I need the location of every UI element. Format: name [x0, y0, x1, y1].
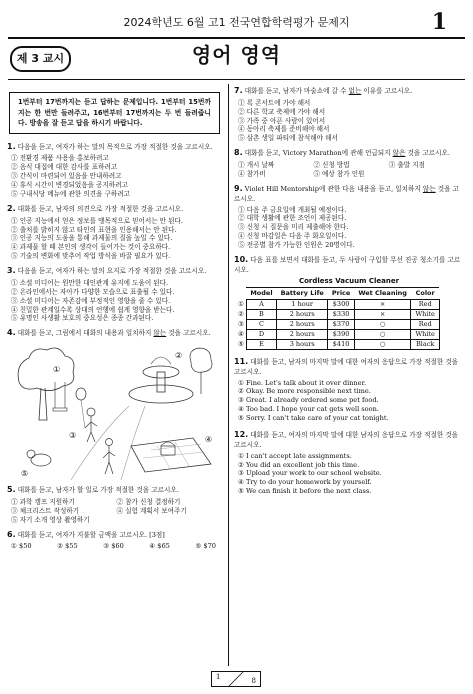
question-5 [7, 485, 222, 524]
question-text: 다음을 듣고, 여자가 하는 말의 목적으로 가장 적절한 것을 고르시오. [17, 142, 213, 151]
row-number: ① [238, 299, 244, 308]
question-number: 4. [7, 328, 16, 338]
option: ⑤ 자기 소개 영상 촬영하기 [11, 515, 90, 524]
option: ③ Upload your work to our school website. [238, 469, 382, 478]
question-9 [234, 184, 464, 250]
question-text: 대화를 듣고, 남자가 할 일로 가장 적절한 것을 고르시오. [17, 486, 179, 495]
question-text-tail: 것을 고르시오. [234, 184, 459, 203]
question-text: 대화를 듣고, 남자의 의견으로 가장 적절한 것을 고르시오. [17, 204, 184, 213]
question-10 [234, 255, 464, 350]
option: ① 다음 주 금요일에 개최될 예정이다. [238, 205, 347, 214]
option: ④ $65 [149, 542, 170, 551]
cell-battery: 1 hour [277, 299, 328, 309]
cell-wet: ○ [354, 329, 411, 339]
option: ⑤ 기술의 변화에 맞추어 작업 방식을 바꿀 필요가 있다. [11, 252, 171, 261]
question-number: 2. [7, 203, 16, 213]
park-illustration [11, 342, 218, 480]
cell-price: $410 [328, 339, 354, 349]
row-number: ② [238, 309, 244, 318]
option: ② 출처를 밝히지 않고 타인의 표현을 인용해서는 안 된다. [11, 225, 177, 234]
question-text: 대화를 듣고, 남자의 마지막 말에 대한 여자의 응답으로 가장 적절한 것을 고르시오. [234, 357, 459, 376]
tree-trunk [39, 388, 47, 420]
cell-model: A [246, 299, 276, 309]
swing-seat [53, 408, 67, 411]
column-header: Battery Life [277, 288, 328, 300]
question-number: 3. [7, 266, 16, 276]
option: ⑤ 유명인 사생활 보호의 중요성은 종종 간과된다. [11, 314, 154, 323]
column-header: Model [246, 288, 276, 300]
option: ③ 체크리스트 작성하기 [11, 506, 80, 515]
table-row [234, 309, 439, 319]
question-text: 다음 표를 보면서 대화를 듣고, 두 사람이 구입할 무선 진공 청소기를 고르시오. [234, 255, 461, 274]
option: ③ 출발 지점 [388, 161, 425, 170]
figure-marker-4: ④ [205, 435, 213, 445]
row-number: ⑤ [238, 339, 244, 348]
question-text: 대화를 듣고, 여자의 마지막 말에 대한 남자의 응답으로 가장 적절한 것을 고르시오. [234, 431, 459, 449]
option: ④ 실험 계획서 보여주기 [116, 506, 187, 515]
question-text: Violet Hill Mentorship에 관한 다음 내용을 듣고, 일치하지 [244, 184, 423, 193]
question-text: 대화를 듣고, 여자가 지불할 금액을 고르시오. [3점] [17, 530, 165, 539]
figure-marker-5: ⑤ [21, 469, 29, 479]
option: ② Okay. Be more responsible next time. [238, 387, 371, 396]
page-number: 1 [431, 9, 447, 35]
header-divider [8, 79, 465, 80]
option: ① 개시 날짜 [238, 161, 275, 170]
tree-canopy [18, 348, 74, 391]
question-text: 대화를 듣고, 남자가 마술쇼에 갈 수 [244, 87, 349, 95]
cell-battery: 2 hours [277, 309, 328, 319]
cell-price: $370 [328, 319, 354, 329]
option: ② 음식 대접에 대한 감사를 표하려고 [11, 163, 118, 172]
question-number: 11. [234, 356, 249, 366]
header-rule [8, 37, 465, 39]
table-row [234, 339, 439, 349]
row-number: ④ [238, 329, 244, 338]
listening-notice: 1번부터 17번까지는 듣고 답하는 문제입니다. 1번부터 15번까지는 한 번만 들려주고, 16번부터 17번까지는 두 번 들려줍니다. 방송을 잘 듣고 답을 하시기 바랍니다. [9, 92, 220, 134]
option: ① 인공 지능에서 얻은 정보를 맹목적으로 믿어서는 안 된다. [11, 216, 183, 225]
option: ④ 친밀한 관계일수록 상대의 언행에 쉽게 영향을 받는다. [11, 305, 175, 314]
vacuum-table [234, 287, 440, 350]
cell-wet: ○ [354, 339, 411, 349]
cell-model: B [246, 309, 276, 319]
option: ① 전환경 제품 사용을 홍보하려고 [11, 154, 109, 163]
cell-wet: ○ [354, 319, 411, 329]
question-text: 대화를 듣고, 그림에서 대화의 내용과 일치하지 [17, 329, 154, 338]
question-11 [234, 357, 464, 423]
cell-color: White [411, 309, 439, 319]
row-number: ③ [238, 319, 244, 328]
option: ① 소셜 미디어는 원만한 대인관계 유지에 도움이 된다. [11, 278, 169, 287]
question-number: 8. [234, 148, 243, 158]
option: ③ 신청 시 질문을 미리 제출해야 한다. [238, 223, 349, 232]
question-text-tail: 이유를 고르시오. [361, 87, 413, 95]
session-badge: 제 3 교시 [10, 46, 71, 72]
option: ① 록 콘서트에 가야 해서 [238, 98, 311, 107]
question-number: 1. [7, 141, 16, 151]
question-12 [234, 430, 464, 496]
right-column [234, 86, 464, 501]
option: ④ 참가비 [238, 169, 266, 178]
option: ⑤ 구내식당 메뉴에 관한 의견을 구하려고 [11, 189, 130, 198]
question-text-tail: 것을 고르시오. [166, 329, 211, 338]
cell-model: E [246, 339, 276, 349]
cell-battery: 3 hours [277, 339, 328, 349]
table-row [234, 319, 439, 329]
option: ① 과학 캠프 지원하기 [11, 497, 75, 506]
question-number: 12. [234, 430, 249, 439]
question-number: 5. [7, 485, 16, 495]
page-header-title: 2024학년도 6월 고1 전국연합학력평가 문제지 [123, 16, 350, 29]
underlined-word: 없는 [348, 87, 362, 95]
fountain-basin [129, 385, 193, 403]
option: ② 신청 방법 [313, 161, 350, 170]
option: ① Fine. Let's talk about it over dinner. [238, 378, 367, 387]
subject-title: 영어 영역 [191, 43, 282, 67]
table-row [234, 329, 439, 339]
page-indicator [211, 671, 261, 687]
cell-battery: 2 hours [277, 319, 328, 329]
balloon [76, 388, 86, 400]
cell-color: Red [411, 319, 439, 329]
option: ① $50 [11, 542, 32, 551]
cell-color: Black [411, 339, 439, 349]
left-column [7, 86, 222, 556]
option: ⑤ We can finish it before the next class. [238, 487, 372, 496]
question-text: 다음을 듣고, 여자가 하는 말의 요지로 가장 적절한 것을 고르시오. [17, 267, 207, 276]
question-6 [7, 530, 222, 552]
option: ② 온라인에서는 자아가 다양한 모습으로 표출될 수 있다. [11, 287, 175, 296]
question-1 [7, 142, 222, 199]
option: ③ 간식이 마련되어 있음을 안내하려고 [11, 172, 122, 181]
option: ④ 과제물 할 때 본인의 생각이 들어가는 것이 중요하다. [11, 243, 171, 252]
question-number: 7. [234, 86, 243, 95]
option: ① I can't accept late assignments. [238, 451, 352, 460]
cell-model: D [246, 329, 276, 339]
table-row [234, 299, 439, 309]
question-number: 6. [7, 529, 16, 539]
dog [31, 454, 51, 466]
question-number: 10. [234, 254, 249, 264]
column-header: Wet Cleaning [354, 288, 411, 300]
question-number: 9. [234, 183, 243, 193]
question-text: 대화를 듣고, Victory Marathon에 관해 언급되지 [244, 149, 393, 158]
underlined-word: 않은 [392, 149, 406, 158]
column-header: Color [411, 288, 439, 300]
option: ④ 신청 마감일은 다음 주 화요일이다. [238, 232, 347, 241]
cell-wet: × [354, 299, 411, 309]
option: ③ $60 [103, 542, 124, 551]
total-pages: 8 [251, 676, 256, 685]
question-8 [234, 148, 464, 179]
option: ② $55 [57, 542, 78, 551]
question-3 [7, 266, 222, 323]
option: ⑤ Sorry. I can't take care of your cat tonight. [238, 414, 389, 423]
option: ⑤ 예상 참가 인원 [313, 169, 365, 178]
option: ③ 인공 지능의 도움을 통해 과제물의 질을 높일 수 있다. [11, 234, 173, 243]
underlined-word: 않는 [422, 184, 436, 193]
cell-model: C [246, 319, 276, 329]
column-divider [228, 84, 229, 666]
cell-wet: × [354, 309, 411, 319]
option: ④ 휴식 시간이 변경되었음을 공지하려고 [11, 181, 128, 190]
cell-color: White [411, 329, 439, 339]
cell-price: $390 [328, 329, 354, 339]
underlined-word: 않는 [153, 329, 167, 338]
cell-color: Red [411, 299, 439, 309]
figure-marker-1: ① [53, 365, 61, 375]
option: ⑤ 전공별 참가 가능한 인원은 20명이다. [238, 241, 355, 250]
option: ② You did an excellent job this time. [238, 460, 360, 469]
cell-price: $300 [328, 299, 354, 309]
question-text-tail: 것을 고르시오. [405, 149, 450, 158]
column-header: Price [328, 288, 354, 300]
option: ④ Try to do your homework by yourself. [238, 478, 372, 487]
option: ② 참가 신청 결정하기 [116, 497, 181, 506]
option: ③ Great. I already ordered some pet food. [238, 396, 379, 405]
figure-marker-3: ③ [69, 431, 77, 441]
option: ③ 소셜 미디어는 자존감에 부정적인 영향을 줄 수 있다. [11, 296, 171, 305]
option: ④ Too bad. I hope your cat gets well soon. [238, 405, 379, 414]
option: ④ 동아리 축제를 준비해야 해서 [238, 125, 330, 134]
current-page: 1 [216, 673, 221, 681]
option: ② 다른 학교 축제에 가야 해서 [238, 107, 326, 116]
park-scene-svg [11, 342, 218, 480]
option: ③ 가족 중 아픈 사람이 있어서 [238, 116, 326, 125]
option: ⑤ 삼촌 생일 파티에 참석해야 해서 [238, 134, 338, 143]
option: ② 대학 생활에 관한 조언이 제공된다. [238, 214, 347, 223]
cell-price: $330 [328, 309, 354, 319]
figure-marker-2: ② [175, 351, 183, 361]
question-2 [7, 204, 222, 261]
question-7 [234, 86, 464, 143]
table-title: Cordless Vacuum Cleaner [298, 276, 400, 285]
question-4 [7, 328, 222, 480]
cell-battery: 2 hours [277, 329, 328, 339]
option: ⑤ $70 [195, 542, 216, 551]
